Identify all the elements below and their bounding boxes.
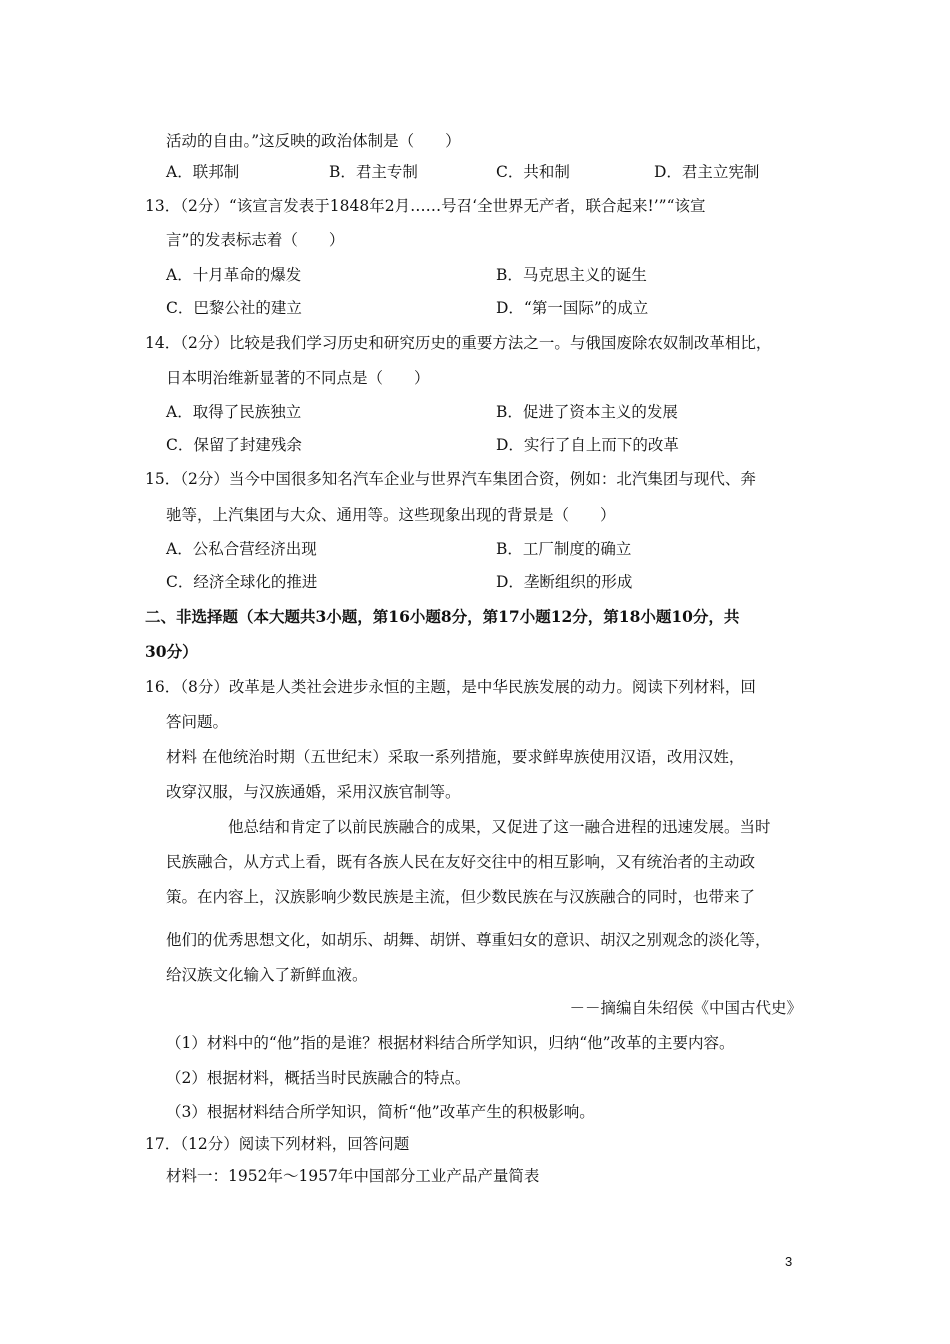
q16-paragraph-line3: 策。在内容上，汉族影响少数民族是主流，但少数民族在与汉族融合的同时，也带来了 [166,888,756,906]
page-number: 3 [785,1254,793,1269]
section2-heading-line2: 30分） [145,642,198,661]
q15-option-a: A．公私合营经济出现 [166,540,317,558]
q15-option-b: B．工厂制度的确立 [496,540,632,558]
q15-option-d: D．垄断组织的形成 [496,573,633,591]
q16-material-line2: 改穿汉服，与汉族通婚，采用汉族官制等。 [166,783,461,801]
q12-option-c: C．共和制 [496,163,570,181]
q13-option-a: A．十月革命的爆发 [166,266,302,284]
q15-stem-line1: 15．（2分）当今中国很多知名汽车企业与世界汽车集团合资，例如：北汽集团与现代、奔 [145,470,756,488]
q17-stem: 17．（12分）阅读下列材料，回答问题 [145,1135,410,1153]
q12-option-a: A．联邦制 [166,163,240,181]
q13-stem-line2: 言”的发表标志着（ ） [166,231,345,249]
q12-option-d: D．君主立宪制 [654,163,760,181]
section2-heading-line1: 二、非选择题（本大题共3小题，第16小题8分，第17小题12分，第18小题10分，共 [145,607,740,626]
q16-paragraph-line4: 他们的优秀思想文化，如胡乐、胡舞、胡饼、尊重妇女的意识、胡汉之别观念的淡化等， [166,931,771,949]
q16-stem-line2: 答问题。 [166,713,229,731]
q14-stem-line2: 日本明治维新显著的不同点是（ ） [166,369,430,387]
q16-subquestion-3: （3）根据材料结合所学知识，简析“他”改革产生的积极影响。 [166,1103,595,1121]
q16-subquestion-1: （1）材料中的“他”指的是谁？根据材料结合所学知识，归纳“他”改革的主要内容。 [166,1034,735,1052]
q16-paragraph-line2: 民族融合，从方式上看，既有各族人民在友好交往中的相互影响，又有统治者的主动政 [166,853,756,871]
q14-option-a: A．取得了民族独立 [166,403,302,421]
q16-material-line1: 材料 在他统治时期（五世纪末）采取一系列措施，要求鲜卑族使用汉语，改用汉姓， [166,748,745,766]
q14-option-c: C．保留了封建残余 [166,436,302,454]
q13-option-c: C．巴黎公社的建立 [166,299,302,317]
q14-option-b: B．促进了资本主义的发展 [496,403,678,421]
q16-paragraph-line5: 给汉族文化输入了新鲜血液。 [166,966,368,984]
q13-stem-line1: 13．（2分）“该宣言发表于1848年2月……号召‘全世界无产者，联合起来!’”“该宣 [145,197,706,215]
q15-stem-line2: 驰等，上汽集团与大众、通用等。这些现象出现的背景是（ ） [166,506,616,524]
q13-option-b: B．马克思主义的诞生 [496,266,647,284]
q14-stem-line1: 14．（2分）比较是我们学习历史和研究历史的重要方法之一。与俄国废除农奴制改革相比， [145,334,772,352]
q15-option-c: C．经济全球化的推进 [166,573,318,591]
q16-subquestion-2: （2）根据材料，概括当时民族融合的特点。 [166,1069,471,1087]
q12-option-b: B．君主专制 [329,163,418,181]
q16-stem-line1: 16．（8分）改革是人类社会进步永恒的主题，是中华民族发展的动力。阅读下列材料，回 [145,678,756,696]
q17-material1-caption: 材料一：1952年～1957年中国部分工业产品产量简表 [166,1167,540,1185]
q16-source-citation: －－摘编自朱绍侯《中国古代史》 [569,999,802,1017]
q16-paragraph-line1: 他总结和肯定了以前民族融合的成果，又促进了这一融合进程的迅速发展。当时 [228,818,771,836]
q14-option-d: D．实行了自上而下的改革 [496,436,679,454]
q12-stem-continuation: 活动的自由。”这反映的政治体制是（ ） [166,132,461,150]
q13-option-d: D．“第一国际”的成立 [496,299,649,317]
